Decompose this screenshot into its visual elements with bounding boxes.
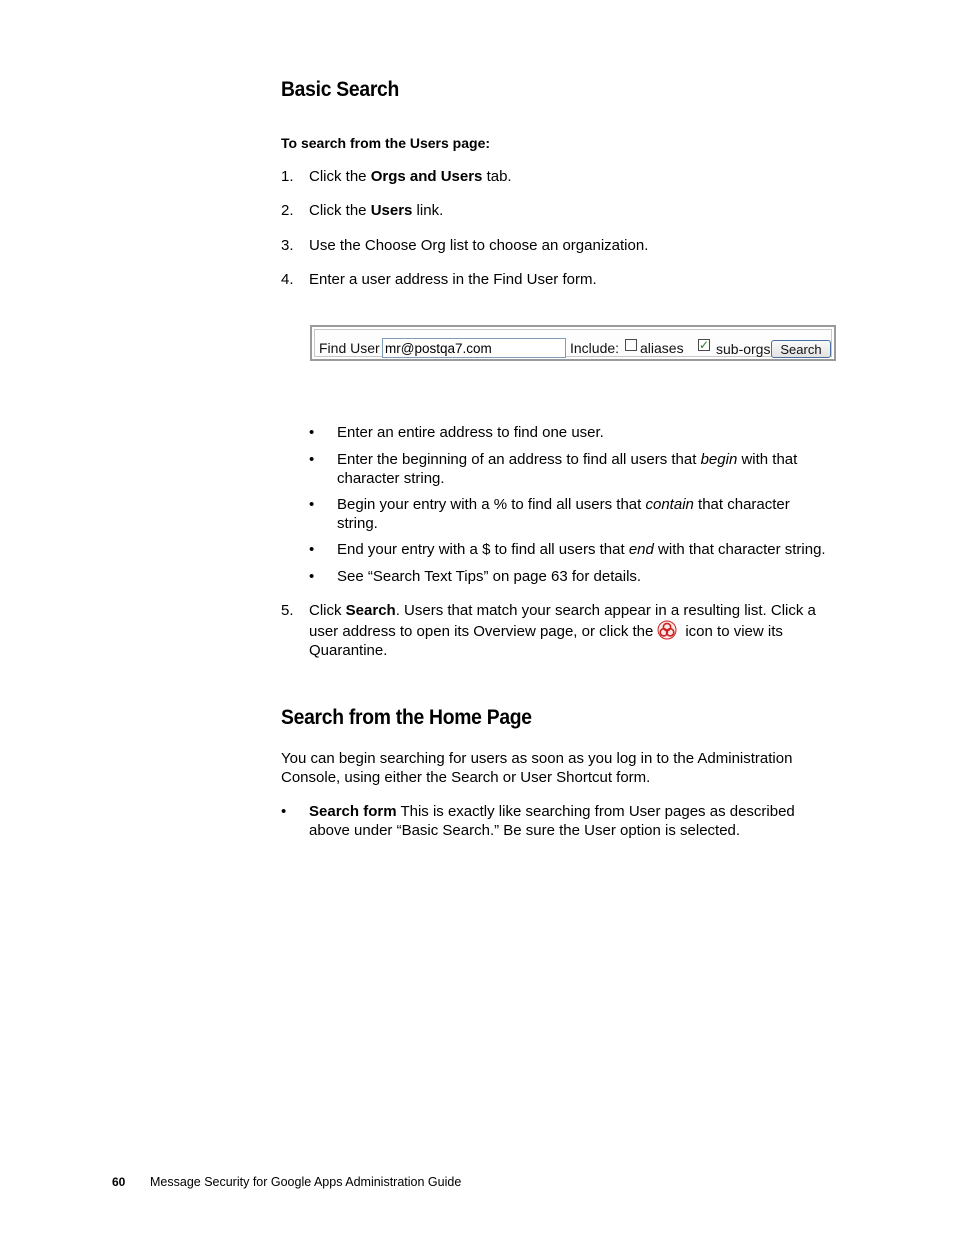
step-text-part: Click: [309, 602, 346, 619]
step-text-part: Click the: [309, 168, 371, 185]
quarantine-biohazard-icon[interactable]: [657, 620, 677, 640]
bullet-text: Enter an entire address to find one user.: [337, 424, 604, 441]
suborgs-checkbox[interactable]: [698, 339, 710, 351]
step-text-part: Click the: [309, 202, 371, 219]
aliases-checkbox[interactable]: [625, 339, 637, 351]
bullet-text-part: Enter the beginning of an address to find all users that: [337, 451, 701, 468]
bullet-text: See “Search Text Tips” on page 63 for details.: [337, 568, 642, 585]
bullet-text: [337, 495, 790, 533]
bullet-text-emphasis: end: [628, 541, 654, 558]
step-text-part: tab.: [482, 168, 512, 185]
step-text-part: Quarantine.: [309, 642, 388, 659]
footer-title: Message Security for Google Apps Administration Guide: [150, 1175, 462, 1189]
section-heading-basic-search: Basic Search: [281, 78, 400, 101]
find-user-form-frame: [314, 329, 832, 357]
section-heading-search-home: Search from the Home Page: [281, 706, 532, 729]
find-user-input[interactable]: [382, 338, 566, 358]
bullet-icon: •: [309, 541, 315, 558]
step-text-bold: Orgs and Users: [370, 168, 483, 185]
step-text: [309, 167, 512, 186]
step-text-part: link.: [412, 202, 444, 219]
bullet-text-bold: Search form: [309, 803, 397, 820]
aliases-label: aliases: [640, 340, 684, 356]
bullet-text-part: Begin your entry with a % to find all users that: [337, 496, 646, 513]
bullet-icon: •: [309, 496, 315, 513]
step-text-part: user address to open its Overview page, or click the: [309, 623, 654, 640]
bullet-text-part: This is exactly like searching from User pages as described: [396, 803, 795, 820]
bullet-text: [309, 802, 795, 840]
bullet-icon: •: [309, 568, 315, 585]
step-text-part: . Users that match your search appear in a resulting list. Click a: [395, 602, 816, 619]
bullet-icon: •: [309, 424, 315, 441]
suborgs-label: sub-orgs: [716, 341, 771, 357]
step-text: [309, 601, 816, 660]
procedure-title: To search from the Users page:: [281, 135, 491, 151]
find-user-form-screenshot: [310, 325, 836, 361]
include-label: Include:: [570, 340, 620, 356]
find-user-label: Find User: [319, 340, 380, 356]
bullet-text-part: with that character string.: [653, 541, 826, 558]
bullet-text-part: with that: [737, 451, 798, 468]
step-number: 4.: [281, 271, 294, 288]
section-paragraph: [281, 749, 792, 787]
step-text-part: icon to view its: [685, 623, 783, 640]
paragraph-line: Console, using either the Search or User Shortcut form.: [281, 769, 651, 786]
step-text: [309, 201, 443, 220]
step-text-bold: Users: [370, 202, 413, 219]
bullet-text-part: above under “Basic Search.” Be sure the User option is selected.: [309, 822, 741, 839]
bullet-text-emphasis: begin: [700, 451, 738, 468]
checkmark-icon: ✓: [699, 338, 710, 352]
step-number: 5.: [281, 602, 294, 619]
bullet-text-emphasis: contain: [645, 496, 694, 513]
bullet-text-part: that character: [693, 496, 790, 513]
step-number: 3.: [281, 237, 294, 254]
page-number: 60: [112, 1175, 126, 1189]
bullet-icon: •: [309, 451, 315, 468]
step-text: Enter a user address in the Find User form.: [309, 271, 597, 288]
step-number: 1.: [281, 168, 294, 185]
bullet-icon: •: [281, 803, 287, 820]
bullet-text: [337, 540, 826, 559]
bullet-text: [337, 450, 797, 488]
bullet-text-part: character string.: [337, 470, 445, 487]
search-button[interactable]: Search: [771, 340, 831, 358]
paragraph-line: You can begin searching for users as soon as you log in to the Administration: [281, 750, 793, 767]
step-text: Use the Choose Org list to choose an organization.: [309, 237, 649, 254]
step-number: 2.: [281, 202, 294, 219]
bullet-text-part: string.: [337, 515, 378, 532]
bullet-text-part: End your entry with a $ to find all users that: [337, 541, 629, 558]
step-text-bold: Search: [345, 602, 396, 619]
